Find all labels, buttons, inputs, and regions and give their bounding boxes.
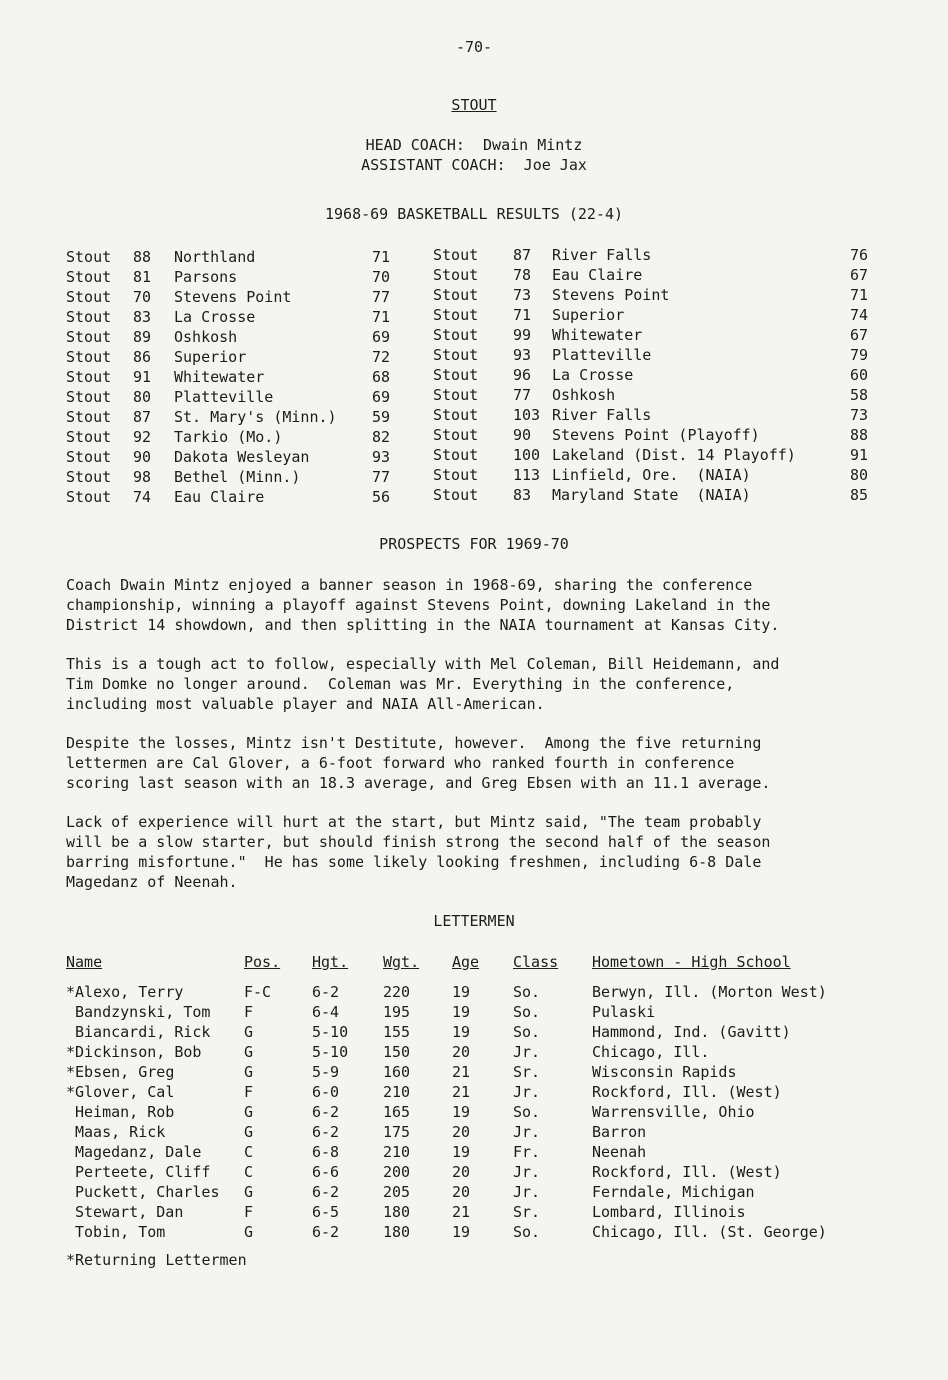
hometown: Berwyn, Ill. (Morton West) (592, 983, 827, 1001)
team-name: Stout (66, 388, 112, 406)
team-score: 92 (133, 428, 152, 446)
letterman-row (0, 1182, 948, 1202)
head-coach-line: HEAD COACH: Dwain Mintz (365, 136, 583, 154)
position: G (244, 1043, 254, 1061)
paragraph-line: scoring last season with an 18.3 average, and Greg Ebsen with an 11.1 average. (66, 774, 771, 792)
height: 6-0 (312, 1083, 340, 1101)
opponent-name: Maryland State (NAIA) (552, 486, 751, 504)
team-score: 77 (513, 386, 532, 404)
player-name: Stewart, Dan (75, 1203, 184, 1221)
letterman-row (0, 1022, 948, 1042)
weight: 155 (383, 1023, 411, 1041)
opponent-name: Oshkosh (552, 386, 616, 404)
player-name: Puckett, Charles (75, 1183, 220, 1201)
height: 5-10 (312, 1023, 349, 1041)
team-name: Stout (433, 346, 479, 364)
team-name: Stout (66, 268, 112, 286)
letterman-row (0, 1062, 948, 1082)
team-name: Stout (433, 326, 479, 344)
opponent-score: 68 (372, 368, 391, 386)
column-header: Hgt. (312, 953, 349, 971)
position: G (244, 1063, 254, 1081)
class-year: So. (513, 1223, 541, 1241)
opponent-name: Superior (174, 348, 247, 366)
team-name: Stout (66, 408, 112, 426)
result-row (0, 305, 948, 325)
position: F (244, 1083, 254, 1101)
height: 6-8 (312, 1143, 340, 1161)
opponent-score: 91 (850, 446, 869, 464)
paragraph-line: will be a slow starter, but should finish strong the second half of the season (66, 833, 771, 851)
height: 5-10 (312, 1043, 349, 1061)
hometown: Pulaski (592, 1003, 656, 1021)
age: 19 (452, 1103, 471, 1121)
result-row (0, 345, 948, 365)
result-row (0, 385, 948, 405)
height: 6-6 (312, 1163, 340, 1181)
opponent-name: Northland (174, 248, 256, 266)
opponent-score: 93 (372, 448, 391, 466)
paragraph-line: including most valuable player and NAIA All-American. (66, 695, 545, 713)
player-name: Bandzynski, Tom (75, 1003, 211, 1021)
opponent-name: Superior (552, 306, 625, 324)
opponent-score: 59 (372, 408, 391, 426)
position: G (244, 1223, 254, 1241)
class-year: Sr. (513, 1063, 541, 1081)
opponent-name: Stevens Point (174, 288, 292, 306)
opponent-score: 77 (372, 468, 391, 486)
weight: 160 (383, 1063, 411, 1081)
weight: 180 (383, 1203, 411, 1221)
team-score: 81 (133, 268, 152, 286)
team-score: 71 (513, 306, 532, 324)
opponent-score: 58 (850, 386, 869, 404)
team-score: 93 (513, 346, 532, 364)
team-name: Stout (433, 446, 479, 464)
letterman-row (0, 982, 948, 1002)
paragraph-line: championship, winning a playoff against Stevens Point, downing Lakeland in the (66, 596, 771, 614)
result-row (0, 285, 948, 305)
opponent-name: St. Mary's (Minn.) (174, 408, 337, 426)
opponent-score: 71 (372, 308, 391, 326)
letterman-row (0, 1142, 948, 1162)
team-name: Stout (66, 248, 112, 266)
team-score: 91 (133, 368, 152, 386)
player-name: Biancardi, Rick (75, 1023, 211, 1041)
opponent-score: 77 (372, 288, 391, 306)
hometown: Barron (592, 1123, 647, 1141)
paragraph-line: lettermen are Cal Glover, a 6-foot forward who ranked fourth in conference (66, 754, 735, 772)
opponent-name: Oshkosh (174, 328, 238, 346)
team-name: Stout (433, 266, 479, 284)
age: 19 (452, 983, 471, 1001)
letterman-row (0, 1202, 948, 1222)
team-score: 78 (513, 266, 532, 284)
hometown: Chicago, Ill. (592, 1043, 710, 1061)
result-row (0, 425, 948, 445)
weight: 210 (383, 1083, 411, 1101)
team-score: 89 (133, 328, 152, 346)
position: C (244, 1163, 254, 1181)
height: 6-2 (312, 1223, 340, 1241)
age: 21 (452, 1063, 471, 1081)
opponent-score: 79 (850, 346, 869, 364)
weight: 180 (383, 1223, 411, 1241)
position: G (244, 1103, 254, 1121)
results-heading: 1968-69 BASKETBALL RESULTS (22-4) (324, 205, 623, 223)
height: 6-2 (312, 1103, 340, 1121)
paragraph-line: Lack of experience will hurt at the start, but Mintz said, "The team probably (66, 813, 762, 831)
lettermen-header-row (0, 952, 948, 972)
team-score: 113 (513, 466, 541, 484)
opponent-score: 82 (372, 428, 391, 446)
result-row (0, 245, 948, 265)
result-row (0, 465, 948, 485)
age: 19 (452, 1003, 471, 1021)
paragraph-line: District 14 showdown, and then splitting in the NAIA tournament at Kansas City. (66, 616, 780, 634)
team-score: 98 (133, 468, 152, 486)
player-name: *Alexo, Terry (66, 983, 184, 1001)
position: G (244, 1023, 254, 1041)
team-score: 87 (513, 246, 532, 264)
column-header: Wgt. (383, 953, 420, 971)
hometown: Rockford, Ill. (West) (592, 1163, 782, 1181)
team-name: Stout (433, 406, 479, 424)
team-score: 90 (133, 448, 152, 466)
opponent-score: 74 (850, 306, 869, 324)
class-year: Jr. (513, 1083, 541, 1101)
class-year: Jr. (513, 1043, 541, 1061)
paragraph-line: Coach Dwain Mintz enjoyed a banner season in 1968-69, sharing the conference (66, 576, 753, 594)
player-name: Magedanz, Dale (75, 1143, 202, 1161)
team-score: 100 (513, 446, 541, 464)
team-score: 80 (133, 388, 152, 406)
position: C (244, 1143, 254, 1161)
paragraph-line: barring misfortune." He has some likely looking freshmen, including 6-8 Dale (66, 853, 762, 871)
opponent-name: Stevens Point (Playoff) (552, 426, 760, 444)
weight: 150 (383, 1043, 411, 1061)
age: 21 (452, 1083, 471, 1101)
team-name: Stout (66, 368, 112, 386)
page-number: -70- (455, 38, 493, 56)
team-score: 90 (513, 426, 532, 444)
class-year: Jr. (513, 1183, 541, 1201)
letterman-row (0, 1222, 948, 1242)
lettermen-heading: LETTERMEN (433, 912, 515, 930)
opponent-name: Bethel (Minn.) (174, 468, 301, 486)
opponent-score: 76 (850, 246, 869, 264)
team-name: Stout (66, 348, 112, 366)
hometown: Chicago, Ill. (St. George) (592, 1223, 827, 1241)
hometown: Ferndale, Michigan (592, 1183, 755, 1201)
age: 20 (452, 1123, 471, 1141)
paragraph-line: This is a tough act to follow, especially with Mel Coleman, Bill Heidemann, and (66, 655, 780, 673)
team-title: STOUT (451, 96, 497, 114)
team-score: 73 (513, 286, 532, 304)
team-score: 86 (133, 348, 152, 366)
weight: 200 (383, 1163, 411, 1181)
team-name: Stout (66, 448, 112, 466)
team-score: 83 (513, 486, 532, 504)
opponent-name: La Crosse (174, 308, 256, 326)
opponent-score: 80 (850, 466, 869, 484)
team-name: Stout (433, 246, 479, 264)
opponent-name: Whitewater (174, 368, 265, 386)
result-row (0, 405, 948, 425)
letterman-row (0, 1102, 948, 1122)
position: F (244, 1003, 254, 1021)
class-year: Fr. (513, 1143, 541, 1161)
team-name: Stout (433, 366, 479, 384)
position: G (244, 1123, 254, 1141)
player-name: Perteete, Cliff (75, 1163, 211, 1181)
opponent-score: 69 (372, 328, 391, 346)
opponent-name: Eau Claire (174, 488, 265, 506)
class-year: So. (513, 1003, 541, 1021)
team-score: 83 (133, 308, 152, 326)
result-row (0, 485, 948, 505)
team-name: Stout (433, 286, 479, 304)
class-year: So. (513, 1103, 541, 1121)
class-year: So. (513, 983, 541, 1001)
opponent-score: 73 (850, 406, 869, 424)
player-name: Maas, Rick (75, 1123, 166, 1141)
height: 6-2 (312, 983, 340, 1001)
class-year: So. (513, 1023, 541, 1041)
result-row (0, 325, 948, 345)
paragraph-line: Tim Domke no longer around. Coleman was Mr. Everything in the conference, (66, 675, 735, 693)
column-header: Name (66, 953, 103, 971)
class-year: Jr. (513, 1163, 541, 1181)
height: 6-5 (312, 1203, 340, 1221)
hometown: Rockford, Ill. (West) (592, 1083, 782, 1101)
team-score: 103 (513, 406, 541, 424)
position: F (244, 1203, 254, 1221)
assistant-coach-line: ASSISTANT COACH: Joe Jax (361, 156, 587, 174)
opponent-score: 67 (850, 266, 869, 284)
paragraph-line: Magedanz of Neenah. (66, 873, 238, 891)
letterman-row (0, 1042, 948, 1062)
opponent-name: Whitewater (552, 326, 643, 344)
position: F-C (244, 983, 272, 1001)
team-score: 70 (133, 288, 152, 306)
column-header: Age (452, 953, 480, 971)
footnote: *Returning Lettermen (66, 1251, 247, 1269)
opponent-name: Dakota Wesleyan (174, 448, 310, 466)
team-name: Stout (433, 466, 479, 484)
height: 6-2 (312, 1183, 340, 1201)
player-name: Tobin, Tom (75, 1223, 166, 1241)
opponent-name: River Falls (552, 406, 652, 424)
opponent-name: Lakeland (Dist. 14 Playoff) (552, 446, 796, 464)
age: 19 (452, 1143, 471, 1161)
height: 6-2 (312, 1123, 340, 1141)
team-name: Stout (66, 288, 112, 306)
hometown: Hammond, Ind. (Gavitt) (592, 1023, 791, 1041)
height: 5-9 (312, 1063, 340, 1081)
opponent-score: 60 (850, 366, 869, 384)
age: 19 (452, 1223, 471, 1241)
age: 20 (452, 1043, 471, 1061)
result-row (0, 265, 948, 285)
letterman-row (0, 1082, 948, 1102)
team-score: 96 (513, 366, 532, 384)
weight: 220 (383, 983, 411, 1001)
age: 20 (452, 1163, 471, 1181)
team-score: 74 (133, 488, 152, 506)
prospects-heading: PROSPECTS FOR 1969-70 (379, 535, 569, 553)
opponent-score: 85 (850, 486, 869, 504)
result-row (0, 445, 948, 465)
hometown: Wisconsin Rapids (592, 1063, 737, 1081)
opponent-name: Stevens Point (552, 286, 670, 304)
weight: 175 (383, 1123, 411, 1141)
team-name: Stout (433, 306, 479, 324)
team-name: Stout (66, 428, 112, 446)
opponent-score: 88 (850, 426, 869, 444)
team-name: Stout (433, 386, 479, 404)
hometown: Neenah (592, 1143, 647, 1161)
weight: 165 (383, 1103, 411, 1121)
team-score: 87 (133, 408, 152, 426)
opponent-score: 69 (372, 388, 391, 406)
opponent-name: Platteville (174, 388, 274, 406)
opponent-score: 70 (372, 268, 391, 286)
team-name: Stout (66, 488, 112, 506)
opponent-score: 56 (372, 488, 391, 506)
team-score: 88 (133, 248, 152, 266)
hometown: Lombard, Illinois (592, 1203, 746, 1221)
result-row (0, 365, 948, 385)
opponent-name: Eau Claire (552, 266, 643, 284)
opponent-score: 71 (850, 286, 869, 304)
weight: 195 (383, 1003, 411, 1021)
class-year: Sr. (513, 1203, 541, 1221)
opponent-name: Parsons (174, 268, 238, 286)
opponent-score: 72 (372, 348, 391, 366)
letterman-row (0, 1122, 948, 1142)
opponent-name: River Falls (552, 246, 652, 264)
class-year: Jr. (513, 1123, 541, 1141)
weight: 205 (383, 1183, 411, 1201)
height: 6-4 (312, 1003, 340, 1021)
age: 21 (452, 1203, 471, 1221)
player-name: *Ebsen, Greg (66, 1063, 175, 1081)
hometown: Warrensville, Ohio (592, 1103, 755, 1121)
opponent-name: La Crosse (552, 366, 634, 384)
opponent-name: Platteville (552, 346, 652, 364)
position: G (244, 1183, 254, 1201)
paragraph-line: Despite the losses, Mintz isn't Destitute, however. Among the five returning (66, 734, 762, 752)
letterman-row (0, 1002, 948, 1022)
letterman-row (0, 1162, 948, 1182)
weight: 210 (383, 1143, 411, 1161)
age: 20 (452, 1183, 471, 1201)
team-name: Stout (66, 328, 112, 346)
player-name: *Glover, Cal (66, 1083, 175, 1101)
team-name: Stout (433, 426, 479, 444)
team-name: Stout (433, 486, 479, 504)
opponent-score: 67 (850, 326, 869, 344)
player-name: Heiman, Rob (75, 1103, 175, 1121)
column-header: Pos. (244, 953, 281, 971)
team-name: Stout (66, 468, 112, 486)
player-name: *Dickinson, Bob (66, 1043, 202, 1061)
column-header: Class (513, 953, 559, 971)
team-name: Stout (66, 308, 112, 326)
age: 19 (452, 1023, 471, 1041)
opponent-score: 71 (372, 248, 391, 266)
team-score: 99 (513, 326, 532, 344)
opponent-name: Tarkio (Mo.) (174, 428, 283, 446)
opponent-name: Linfield, Ore. (NAIA) (552, 466, 751, 484)
column-header: Hometown - High School (592, 953, 791, 971)
